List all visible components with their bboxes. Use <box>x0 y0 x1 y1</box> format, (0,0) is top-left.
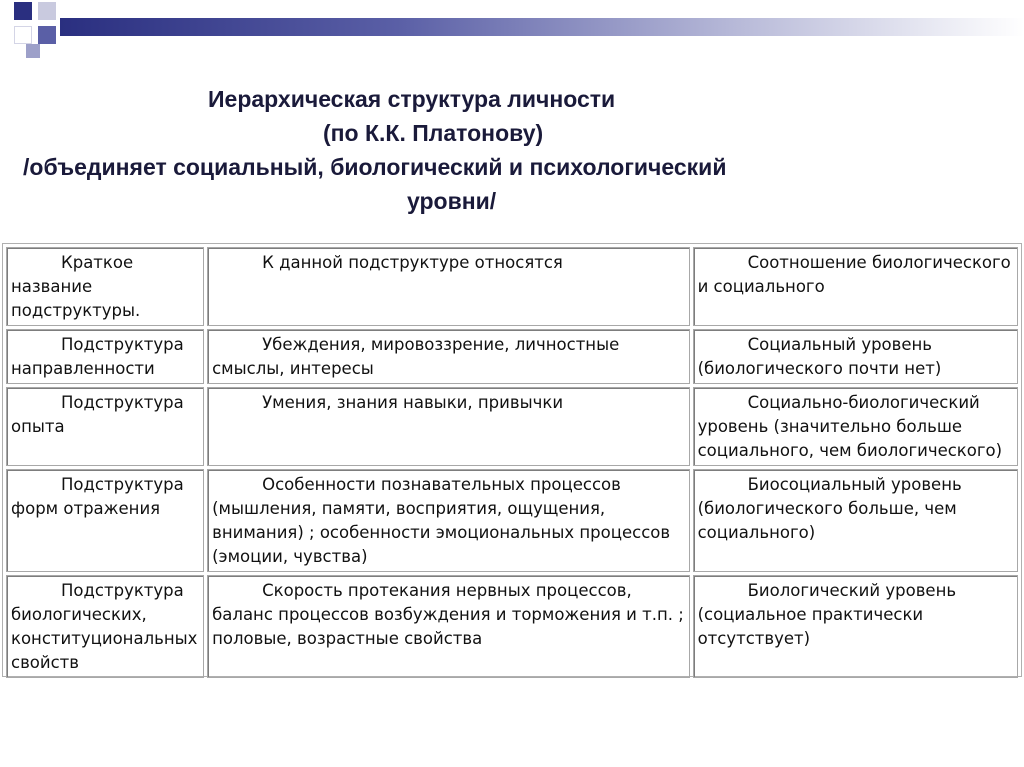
table-row <box>6 387 1018 466</box>
title-line-2: (по К.К. Платонову) <box>323 120 544 146</box>
title-line-4: уровни/ <box>407 188 497 214</box>
table-cell: Особенности познавательных процессов (мышления, памяти, восприятия, ощущения, внимания) ; особенности эмоциональных процессов (эмоции, чувства) <box>207 469 689 572</box>
decorative-square <box>14 26 32 44</box>
table-cell: Биосоциальный уровень (биологического больше, чем социального) <box>693 469 1018 572</box>
table-cell: Подструктура биологических, конституциональных свойств <box>6 575 204 678</box>
header-gradient-bar <box>60 18 1024 36</box>
table-header-cell: К данной подструктуре относятся <box>207 247 689 326</box>
decorative-square <box>14 2 32 20</box>
table-cell: Биологический уровень (социальное практически отсутствует) <box>693 575 1018 678</box>
table-row <box>6 575 1018 678</box>
decorative-square <box>38 26 56 44</box>
table-cell: Подструктура форм отражения <box>6 469 204 572</box>
table-cell: Умения, знания навыки, привычки <box>207 387 689 466</box>
slide-title <box>0 82 1024 222</box>
structure-table-frame <box>2 243 1022 677</box>
table-header-cell: Соотношение биологического и социального <box>693 247 1018 326</box>
table-row <box>6 247 1018 326</box>
table-cell: Социальный уровень (биологического почти нет) <box>693 329 1018 384</box>
structure-table <box>3 244 1021 681</box>
table-row <box>6 469 1018 572</box>
title-line-1: Иерархическая структура личности <box>208 86 616 112</box>
table-cell: Скорость протекания нервных процессов, баланс процессов возбуждения и торможения и т.п. ; половые, возрастные свойства <box>207 575 689 678</box>
table-cell: Подструктура опыта <box>6 387 204 466</box>
table-cell: Подструктура направленности <box>6 329 204 384</box>
table-cell: Социально-биологический уровень (значительно больше социального, чем биологического) <box>693 387 1018 466</box>
decorative-square <box>26 44 40 58</box>
table-row <box>6 329 1018 384</box>
table-cell: Убеждения, мировоззрение, личностные смыслы, интересы <box>207 329 689 384</box>
decorative-square <box>38 2 56 20</box>
table-header-cell: Краткое название подструктуры. <box>6 247 204 326</box>
title-line-3: /объединяет социальный, биологический и психологический <box>23 154 727 180</box>
